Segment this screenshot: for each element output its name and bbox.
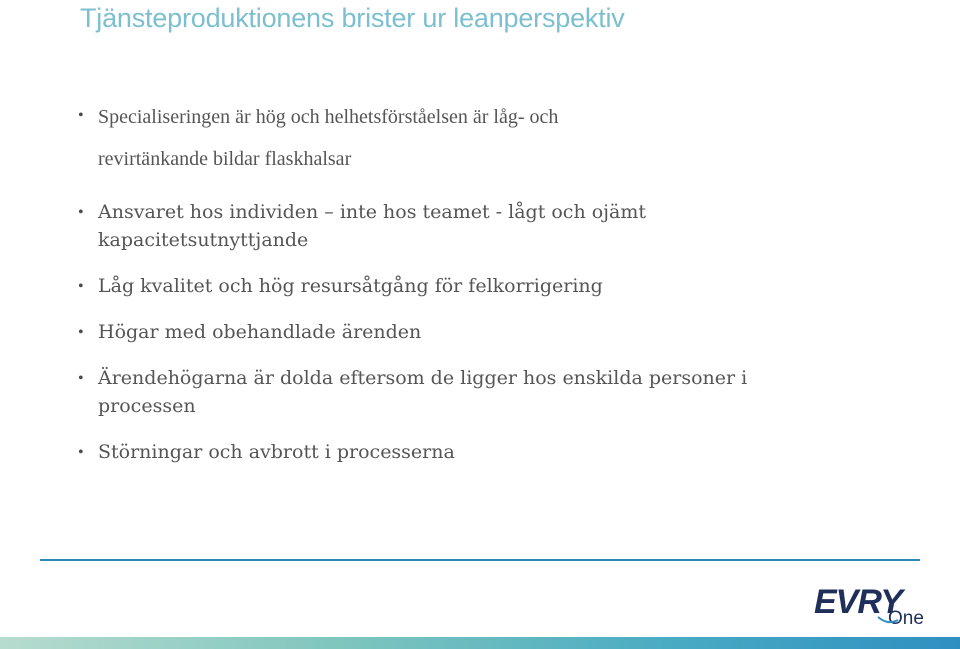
- bullet-marker: •: [78, 324, 84, 341]
- logo-brand: EVRY: [814, 583, 902, 621]
- bottom-gradient-band: [0, 637, 960, 649]
- bullet-marker: •: [78, 107, 84, 124]
- bullet-marker: •: [78, 278, 84, 295]
- bullet-text: [98, 318, 838, 346]
- bullet-text: [98, 96, 838, 180]
- bullet-item: [78, 364, 838, 420]
- bullet-item: [78, 272, 838, 300]
- bullet-marker: •: [78, 204, 84, 221]
- logo-suffix: One: [888, 608, 924, 629]
- bullet-text: [98, 198, 838, 254]
- footer-divider: [40, 559, 920, 561]
- bullet-line: revirtänkande bildar flaskhalsar: [98, 148, 352, 170]
- bullet-marker: •: [78, 370, 84, 387]
- bullet-line: Låg kvalitet och hög resursåtgång för felkorrigering: [98, 275, 603, 297]
- bullet-text: [98, 438, 838, 466]
- slide-title: Tjänsteproduktionens brister ur leanperspektiv: [80, 3, 625, 33]
- bullet-line: kapacitetsutnyttjande: [98, 229, 309, 251]
- bullet-text: [98, 364, 838, 420]
- bullet-item: [78, 318, 838, 346]
- bullet-line: Specialiseringen är hög och helhetsförståelsen är låg- och: [98, 106, 559, 128]
- evry-one-logo: [812, 580, 932, 630]
- bullet-line: processen: [98, 395, 196, 417]
- bullet-line: Ansvaret hos individen – inte hos teamet - lågt och ojämt: [98, 201, 647, 223]
- bullet-text: [98, 272, 838, 300]
- bullet-line: Högar med obehandlade ärenden: [98, 321, 422, 343]
- bullet-line: Störningar och avbrott i processerna: [98, 441, 455, 463]
- bullet-item: [78, 96, 838, 180]
- bullet-item: [78, 438, 838, 466]
- bullet-item: [78, 198, 838, 254]
- bullet-line: Ärendehögarna är dolda eftersom de ligger hos enskilda personer i: [98, 367, 748, 389]
- bullet-marker: •: [78, 444, 84, 461]
